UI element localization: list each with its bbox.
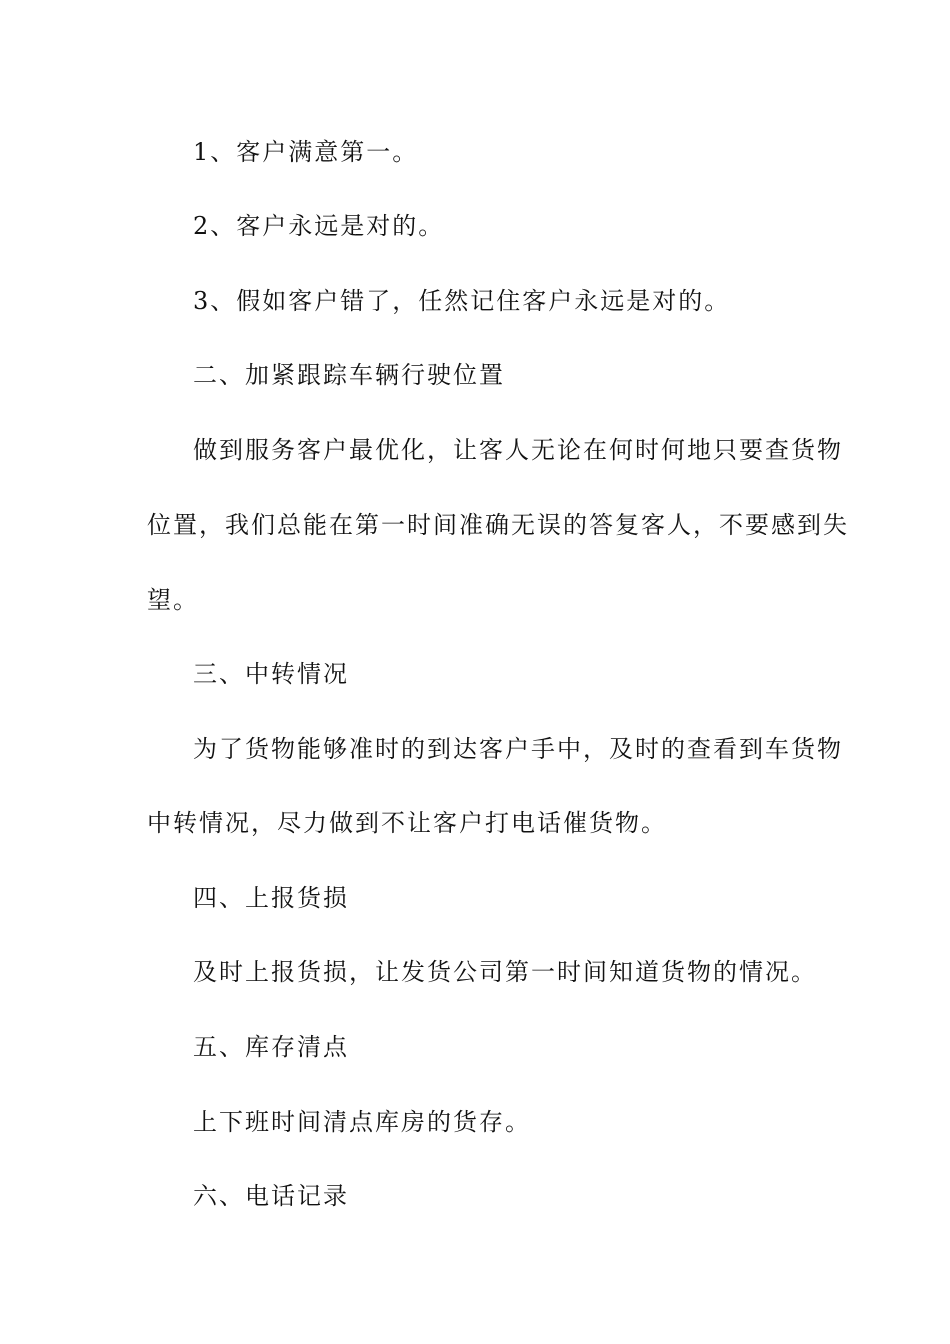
section-heading-3: 三、中转情况 xyxy=(193,660,349,688)
paragraph-line: 位置，我们总能在第一时间准确无误的答复客人，不要感到失 xyxy=(147,511,849,539)
section-heading-2: 二、加紧跟踪车辆行驶位置 xyxy=(193,361,505,389)
paragraph-line: 中转情况，尽力做到不让客户打电话催货物。 xyxy=(147,809,667,837)
section-heading-5: 五、库存清点 xyxy=(193,1033,349,1061)
list-item-3: 3、假如客户错了，任然记住客户永远是对的。 xyxy=(193,287,731,315)
paragraph-line: 做到服务客户最优化，让客人无论在何时何地只要查货物 xyxy=(193,436,843,464)
paragraph-line: 及时上报货损，让发货公司第一时间知道货物的情况。 xyxy=(193,958,817,986)
paragraph-line: 望。 xyxy=(147,586,199,614)
paragraph-line: 上下班时间清点库房的货存。 xyxy=(193,1108,531,1136)
section-heading-4: 四、上报货损 xyxy=(193,884,349,912)
paragraph-line: 为了货物能够准时的到达客户手中，及时的查看到车货物 xyxy=(193,735,843,763)
list-item-1: 1、客户满意第一。 xyxy=(193,138,419,166)
section-heading-6: 六、电话记录 xyxy=(193,1182,349,1210)
list-item-2: 2、客户永远是对的。 xyxy=(193,212,445,240)
